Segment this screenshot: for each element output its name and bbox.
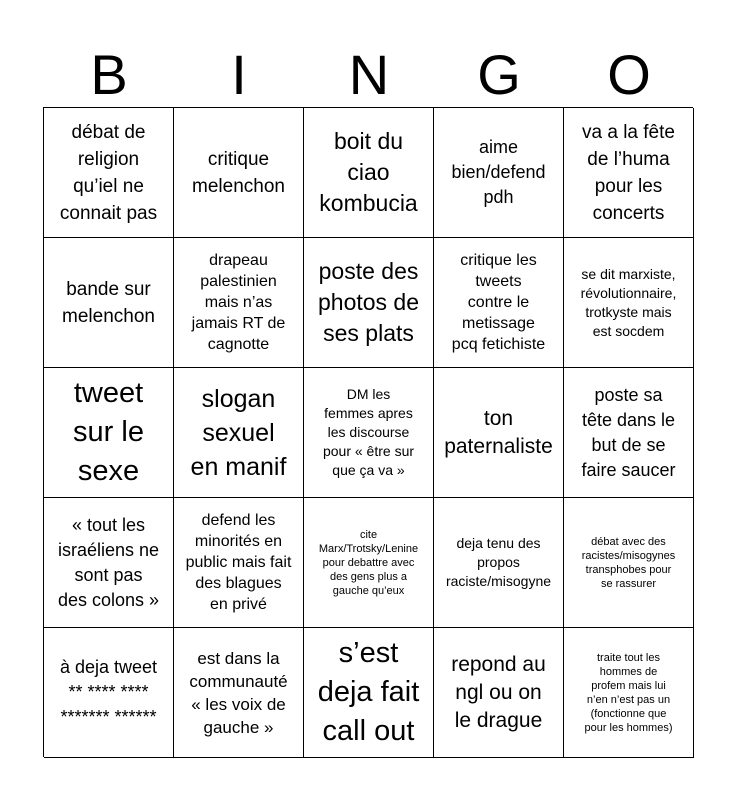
bingo-cell[interactable]: boit du ciao kombucia <box>304 108 434 238</box>
bingo-cell[interactable]: repond au ngl ou on le drague <box>434 628 564 758</box>
header-letter-n: N <box>348 43 390 106</box>
bingo-header <box>44 40 694 110</box>
bingo-cell[interactable]: deja tenu des propos raciste/misogyne <box>434 498 564 628</box>
bingo-cell[interactable]: va a la fête de l’huma pour les concerts <box>564 108 694 238</box>
bingo-cell[interactable]: à deja tweet ** **** **** ******* ****** <box>44 628 174 758</box>
bingo-cell[interactable]: ton paternaliste <box>434 368 564 498</box>
bingo-cell[interactable]: aime bien/defend pdh <box>434 108 564 238</box>
bingo-cell[interactable]: poste des photos de ses plats <box>304 238 434 368</box>
header-letter-i: I <box>231 43 247 106</box>
bingo-cell[interactable]: s’est deja fait call out <box>304 628 434 758</box>
bingo-cell[interactable]: critique melenchon <box>174 108 304 238</box>
bingo-cell[interactable]: poste sa tête dans le but de se faire saucer <box>564 368 694 498</box>
bingo-cell[interactable]: débat avec des racistes/misogynes transphobes pour se rassurer <box>564 498 694 628</box>
bingo-cell[interactable]: critique les tweets contre le metissage pcq fetichiste <box>434 238 564 368</box>
bingo-cell[interactable]: traite tout les hommes de profem mais lui n’en n’est pas un (fonctionne que pour les hommes) <box>564 628 694 758</box>
bingo-cell[interactable]: DM les femmes apres les discourse pour « être sur que ça va » <box>304 368 434 498</box>
bingo-cell[interactable]: cite Marx/Trotsky/Lenine pour debattre avec des gens plus a gauche qu’eux <box>304 498 434 628</box>
bingo-cell[interactable]: bande sur melenchon <box>44 238 174 368</box>
bingo-cell[interactable]: drapeau palestinien mais n’as jamais RT de cagnotte <box>174 238 304 368</box>
header-letter-b: B <box>90 43 128 106</box>
bingo-cell[interactable]: débat de religion qu’iel ne connait pas <box>44 108 174 238</box>
bingo-cell[interactable]: slogan sexuel en manif <box>174 368 304 498</box>
header-letter-g: G <box>477 43 521 106</box>
bingo-cell[interactable]: est dans la communauté « les voix de gauche » <box>174 628 304 758</box>
header-letter-o: O <box>607 43 651 106</box>
bingo-cell[interactable]: defend les minorités en public mais fait des blagues en privé <box>174 498 304 628</box>
bingo-cell[interactable]: se dit marxiste, révolutionnaire, trotkyste mais est socdem <box>564 238 694 368</box>
bingo-grid <box>43 107 693 757</box>
bingo-cell[interactable]: tweet sur le sexe <box>44 368 174 498</box>
bingo-cell[interactable]: « tout les israéliens ne sont pas des colons » <box>44 498 174 628</box>
